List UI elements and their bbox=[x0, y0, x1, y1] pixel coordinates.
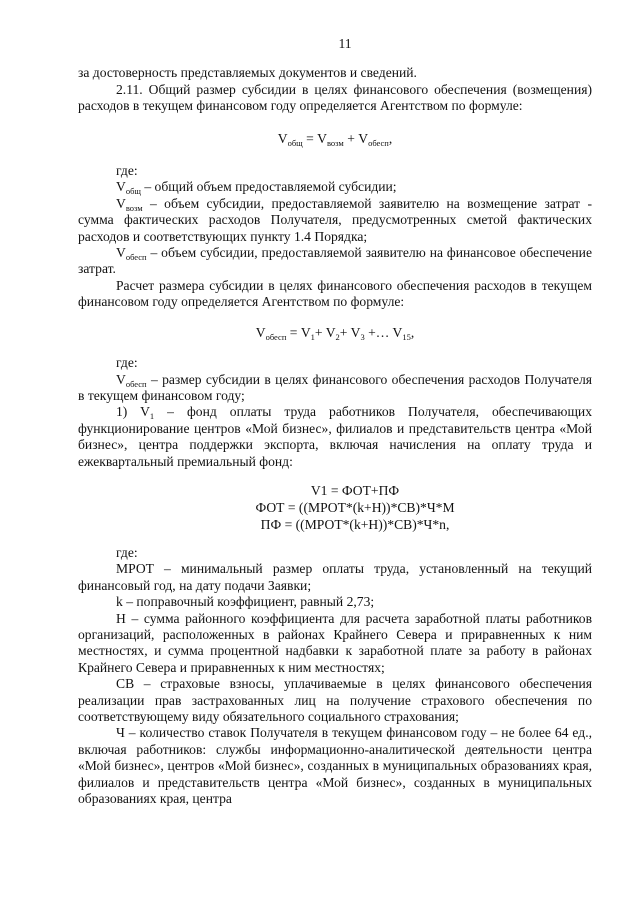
formula-pf: ПФ = ((МРОТ*(k+Н))*СВ)*Ч*n, bbox=[260, 516, 450, 532]
definition-k: k – поправочный коэффициент, равный 2,73; bbox=[116, 594, 375, 610]
paragraph-calculation: Расчет размера субсидии в целях финансового обеспечения расходов в текущем финансовом году определяется Агентством по формуле: bbox=[78, 277, 592, 310]
definition-ch: Ч – количество ставок Получателя в текущем финансовом году – не более 64 ед., включая работников: службы информационно-аналитической деятельности центра «Мой бизнес», центров «Мой бизнес», созданных в муниципальных образованиях края, филиалов и представительств центра «Мой бизнес», созданных в муниципальных образованиях края, центра bbox=[78, 725, 592, 807]
paragraph-2-11: 2.11. Общий размер субсидии в целях финансового обеспечения (возмещения) расходов в текущем финансовом году определяется Агентством по формуле: bbox=[78, 81, 592, 114]
definition-n: Н – сумма районного коэффициента для расчета заработной платы работников организаций, расположенных в районах Крайнего Севера и приравненных к ним местностях, и сумма процентной надбавки к заработной плате за работу в районах Крайнего Севера и приравненных к ним местностях; bbox=[78, 610, 592, 675]
page-number: 11 bbox=[338, 36, 352, 51]
where-label: где: bbox=[116, 544, 138, 560]
definition-v-total: $V_{общ}$ – общий объем предоставляемой субсидии; bbox=[116, 179, 397, 197]
definition-mrot: МРОТ – минимальный размер оплаты труда, установленный на текущий финансовый год, на дату подачи Заявки; bbox=[78, 561, 592, 593]
formula-total-subsidy: $V_{общ} = V_{возм} + V_{обесп}$, bbox=[277, 130, 393, 148]
paragraph-continuation: за достоверность представляемых документов и сведений. bbox=[78, 65, 417, 81]
formula-fot: ФОТ = ((МРОТ*(k+Н))*СВ)*Ч*М bbox=[255, 499, 455, 515]
definition-v1-payroll: 1) $V_1$ – фонд оплаты труда работников Получателя, обеспечивающих функционирование центров «Мой бизнес», филиалов и представительств центра «Мой бизнес», центра поддержки экспорта, включая начисления на оплату труда и ежеквартальный премиальный фонд: bbox=[78, 404, 592, 469]
definition-v-provision-size: $V_{обесп}$ – размер субсидии в целях финансового обеспечения расходов Получателя в текущем финансовом году; bbox=[78, 371, 592, 403]
definition-v-reimbursement: $V_{возм}$ – объем субсидии, предоставляемой заявителю на возмещение затрат - сумма фактических расходов Получателя, предусмотренных сметой фактических расходов и соответствующих пункту 1.4 Порядка; bbox=[78, 195, 592, 244]
formula-v1: V1 = ФОТ+ПФ bbox=[310, 482, 400, 498]
definition-sv: СВ – страховые взносы, уплачиваемые в целях финансового обеспечения реализации прав застрахованных лиц на получение страхового обеспечения по соответствующему виду обязательного социального страхования; bbox=[78, 676, 592, 724]
where-label: где: bbox=[116, 163, 138, 179]
formula-provision-subsidy: $V_{обесп} = V_1+ V_2+ V_3$ +… $V_{15}$, bbox=[255, 324, 415, 342]
formula-block-payroll bbox=[78, 482, 592, 533]
where-label: где: bbox=[116, 355, 138, 371]
definition-v-provision: $V_{обесп}$ – объем субсидии, предоставляемой заявителю на финансовое обеспечение затрат. bbox=[78, 245, 592, 277]
